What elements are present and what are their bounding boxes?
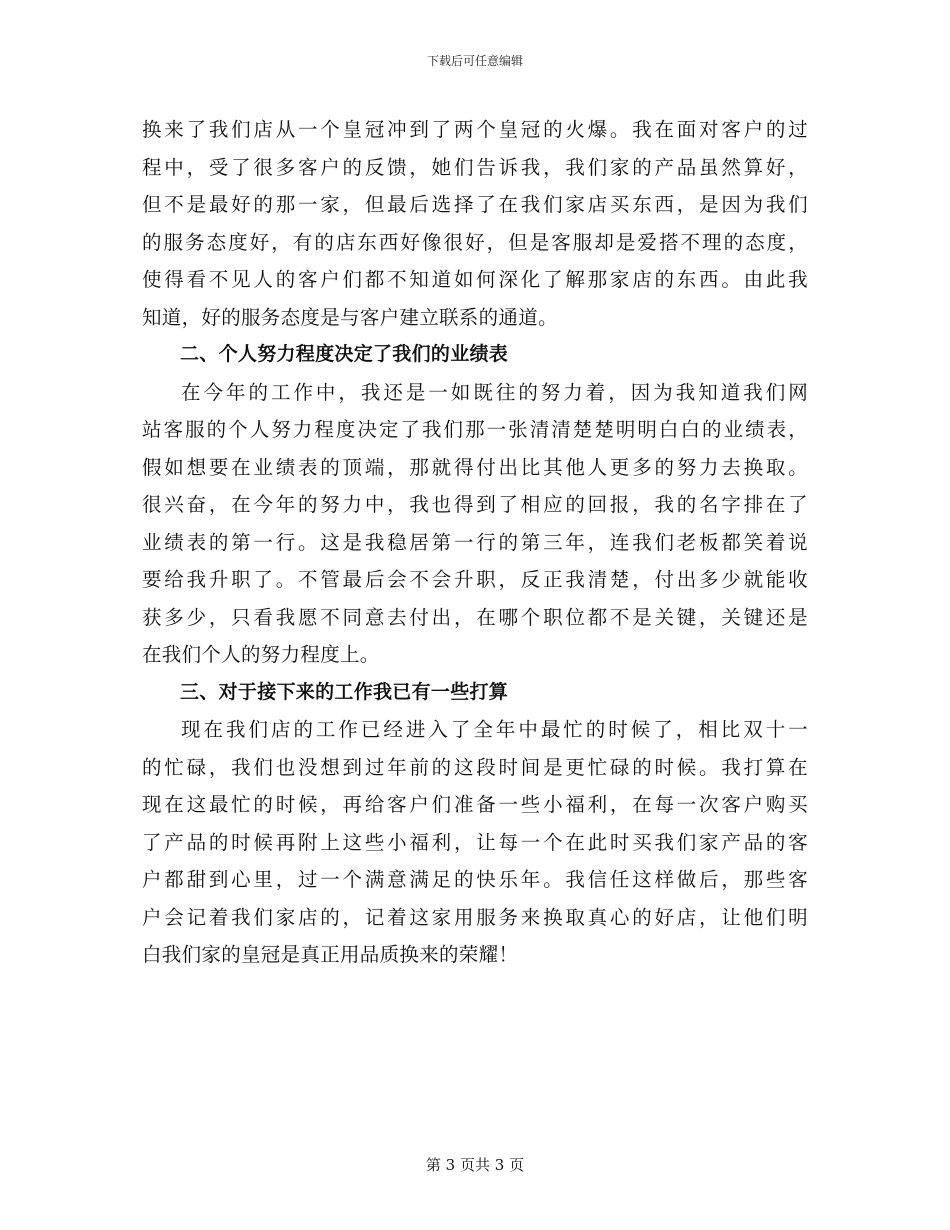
text-line: 现在这最忙的时候，再给客户们准备一些小福利，在每一次客户购买 (142, 793, 808, 816)
text-line: 知道，好的服务态度是与客户建立联系的通道。 (142, 305, 558, 329)
document-body (142, 111, 808, 974)
text-line: 在我们个人的努力程度上。 (142, 643, 380, 666)
page-header: 下载后可任意编辑 (426, 54, 523, 68)
text-line: 使得看不见人的客户们都不知道如何深化了解那家店的东西。由此我 (142, 268, 808, 291)
text-line: 很兴奋，在今年的努力中，我也得到了相应的回报，我的名字排在了 (142, 493, 808, 516)
text-line: 获多少，只看我愿不同意去付出，在哪个职位都不是关键，关键还是 (142, 605, 808, 629)
text-line: 业绩表的第一行。这是我稳居第一行的第三年，连我们老板都笑着说 (142, 530, 808, 554)
text-line: 站客服的个人努力程度决定了我们那一张清清楚楚明明白白的业绩表， (142, 418, 808, 441)
text-line: 户会记着我们家店的，记着这家用服务来换取真心的好店，让他们明 (142, 905, 808, 929)
text-line: 了产品的时候再附上这些小福利，让每一个在此时买我们家产品的客 (142, 830, 808, 854)
text-line: 换来了我们店从一个皇冠冲到了两个皇冠的火爆。我在面对客户的过 (142, 118, 808, 141)
section-heading: 二、个人努力程度决定了我们的业绩表 (180, 343, 509, 365)
page-footer: 第 3 页共 3 页 (425, 1156, 525, 1174)
text-line: 程中，受了很多客户的反馈，她们告诉我，我们家的产品虽然算好， (142, 155, 808, 179)
text-line: 假如想要在业绩表的顶端，那就得付出比其他人更多的努力去换取。 (142, 455, 808, 479)
text-line: 要给我升职了。不管最后会不会升职，反正我清楚，付出多少就能收 (142, 568, 808, 591)
text-line: 现在我们店的工作已经进入了全年中最忙的时候了，相比双十一 (181, 718, 808, 741)
text-line: 但不是最好的那一家，但最后选择了在我们家店买东西，是因为我们 (142, 193, 808, 216)
text-line: 的服务态度好，有的店东西好像很好，但是客服却是爱搭不理的态度， (142, 230, 808, 254)
text-line: 在今年的工作中，我还是一如既往的努力着，因为我知道我们网 (181, 380, 808, 404)
section-heading: 三、对于接下来的工作我已有一些打算 (180, 680, 509, 703)
text-line: 白我们家的皇冠是真正用品质换来的荣耀！ (142, 943, 519, 966)
text-line: 的忙碌，我们也没想到过年前的这段时间是更忙碌的时候。我打算在 (142, 755, 808, 779)
text-line: 户都甜到心里，过一个满意满足的快乐年。我信任这样做后，那些客 (142, 868, 808, 891)
